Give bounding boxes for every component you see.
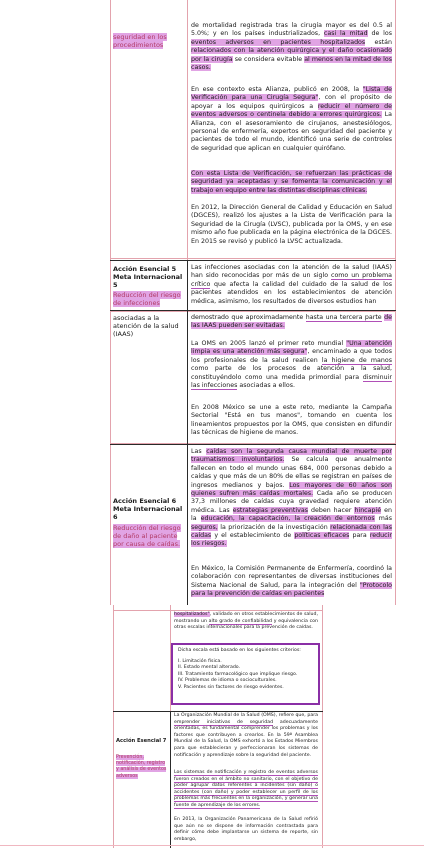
criteria-box-title: Dicha escala está basado en los siguientes criterios:: [178, 648, 301, 653]
aes5-subtitle: Reducción del riesgo de infecciones: [113, 291, 181, 308]
surgery-paragraph-3: Con esta Lista de Verificación, se refuerzan las prácticas de seguridad ya aceptadas y se fomenta la comunicación y el trabajo en equipo entre las distintas disciplinas clínicas.: [191, 170, 392, 194]
aes6-title: Acción Esencial 6 Meta Internacional 6: [113, 497, 183, 522]
aes6-text-1: Las caídas son la segunda causa mundial de muerte por traumatismos involuntarios. Se calcula que anualmente fallecen en todo el mundo unas 684, 000 personas debido a caídas y que más de un 80% de ellas se registran en países de ingresos medianos y bajos. Los mayores de 60 años son quienes sufren más caídas mortales. Cada año se producen 37,3 millones de caídas cuya gravedad requiere atención médica. Las estrategias preventivas deben hacer hincapié en la educación, la capacitación, la creación de entornos más seguros, la priorización de la investigación relacionada con las caídas y el establecimiento de políticas eficaces para reducir los riesgos.: [191, 448, 393, 548]
aes5-text-1: Las infecciones asociadas con la atención de la salud (IAAS) han sido reconocidas por más de un siglo como un problema crítico que afecta la calidad del cuidado de la salud de los pacientes atendidos en los establecimientos de atención médica, asimismo, los resultados de diversos estudios han: [191, 264, 392, 305]
aes5-subtitle-cont: asociadas a la atención de la salud (IAAS): [113, 314, 179, 339]
aes7-text-3: En 2013, la Organización Panamericana de la Salud refirió que aún no se dispone de información contrastada para definir cómo debe implantarse un sistema de reporte, sin embargo,: [174, 817, 318, 842]
aes7-subtitle: Prevención, notificación, registro y análisis de eventos adversos: [116, 755, 167, 779]
aes5-text-2: demostrado que aproximadamente hasta una tercera parte de las IAAS pueden ser evitadas.: [191, 314, 392, 330]
criteria-item: V. Pacientes sin factores de riesgo evidentes.: [178, 684, 284, 690]
surgery-paragraph-4: En 2012, la Dirección General de Calidad y Educación en Salud (DGCES), realizó los ajustes a la Lista de Verificación para la Seguridad de la Cirugía (LVSC), publicada por la OMS, y en ese mismo año fue publicada en la página electrónica de la DGCES. En 2015 se revisó y publicó la LVSC actualizada.: [191, 204, 392, 245]
p2-top-paragraph: hospitalizados", validado en otros establecimientos de salud, mostrando un alto grado de confiabilidad y equivalencia con otras escalas internacionales para la prevención de caídas.: [174, 612, 318, 631]
criteria-item: III. Tratamiento farmacológico que implique riesgo.: [178, 671, 298, 677]
aes5-title: Acción Esencial 5 Meta Internacional 5: [113, 265, 183, 290]
surgery-paragraph-1: de mortalidad registrada tras la cirugía mayor es del 0.5 al 5.0%; y en los países industrializados, casi la mitad de los eventos adversos en pacientes hospitalizados están relacionados con la atención quirúrgica y el daño ocasionado por la cirugía se considera evitable al menos en la mitad de los casos.: [191, 22, 393, 72]
criteria-item: IV. Problemas de idioma o socioculturales.: [178, 678, 277, 684]
aes7-text-1: La Organización Mundial de la Salud (OMS), refiere que, para emprender iniciativas de seguridad adecuadamente orientadas, es fundamental comprender los problemas y los factores que contribuyen a crearlos. En la 59ª Asamblea Mundial de la Salud, la OMS exhortó a los Estados Miembros para que establecieran y perfeccionaran los sistemas de notificación y aprendizaje sobre la seguridad del paciente.: [174, 713, 318, 758]
top-left-label: seguridad en los procedimientos: [113, 33, 167, 50]
criteria-item: II. Estado mental alterado.: [178, 665, 241, 671]
aes7-title: Acción Esencial 7: [116, 738, 167, 744]
criteria-item: I. Limitación física.: [178, 658, 222, 664]
aes6-subtitle: Reducción del riesgo de daño al paciente por causa de caídas.: [113, 524, 181, 549]
aes7-text-2: Los sistemas de notificación y registro de eventos adversos fueron creados en el ámbito no sanitario, con el objetivo de poder agrupar datos referentes a incidentes (sin daño) o accidentes (con daño) y poder establecer un perfil de los problemas más frecuentes en la organización, y generar una fuente de aprendizaje de los errores.: [174, 770, 318, 808]
aes5-text-4: En 2008 México se une a este reto, mediante la Campaña Sectorial "Está en tus manos", tomando en cuenta los lineamientos propuestos por la OMS, que consisten en difundir las técnicas de higiene de manos.: [191, 404, 392, 437]
page-2: [0, 605, 424, 848]
surgery-paragraph-2: En ese contexto esta Alianza, publicó en 2008, la "Lista de Verificación para una Cirugía Segura", con el propósito de apoyar a los equipos quirúrgicos a reducir el número de eventos adversos o centinela debido a errores quirúrgicos. La Alianza, con el asesoramiento de cirujanos, anestesiólogos, personal de enfermería, expertos en seguridad del paciente y pacientes de todo el mundo, identificó una serie de controles de seguridad que aplican en cualquier quirófano.: [191, 86, 393, 152]
aes5-text-3: La OMS en 2005 lanzó el primer reto mundial "Una atención limpia es una atención más segura", encaminado a que todos los profesionales de la salud realicen la higiene de manos como parte de los procesos de atención a la salud, constituyéndolo como una medida primordial para disminuir las infecciones asociadas a ellos.: [191, 340, 393, 390]
aes6-text-2: En México, la Comisión Permanente de Enfermería, coordinó la colaboración con representantes de diversas instituciones del Sistema Nacional de Salud, para la integración del "Protocolo para la prevención de caídas en pacientes: [191, 565, 392, 598]
criteria-box: [171, 643, 320, 705]
